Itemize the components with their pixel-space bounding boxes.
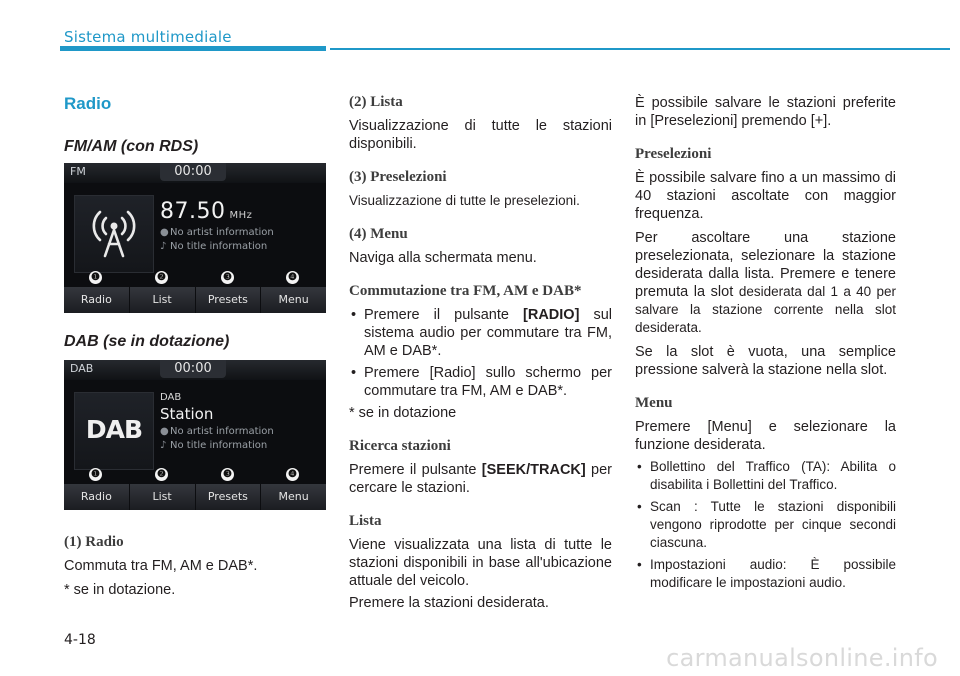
list-heading: Lista	[349, 513, 382, 529]
radio-button[interactable]: Radio	[64, 484, 129, 510]
radio-button[interactable]: Radio	[64, 287, 129, 313]
intro-text: È possibile salvare le stazioni preferite in [Preselezioni] premendo [+].	[635, 95, 896, 129]
lista-heading: (2) Lista	[349, 94, 403, 110]
callout-1: ❶	[89, 271, 102, 284]
title-line	[160, 241, 320, 252]
menu-text: Naviga alla schermata menu.	[349, 250, 537, 266]
switch-bullet-2: • Premere [Radio] sullo schermo per commutare tra FM, AM e DAB*.	[349, 364, 612, 400]
switch-note: * se in dotazione	[349, 405, 457, 421]
switch-b1-pre: Premere il pulsante	[364, 307, 524, 323]
frequency-readout	[160, 199, 320, 224]
callout-4: ❹	[286, 271, 299, 284]
dab-logo-text: DAB	[85, 415, 143, 444]
page-number: 4-18	[64, 632, 96, 648]
radio-text: Commuta tra FM, AM e DAB*.	[64, 558, 258, 574]
screen-info	[160, 392, 320, 451]
screen-mode-label: DAB	[70, 362, 94, 375]
menu-heading: (4) Menu	[349, 226, 408, 242]
switch-heading: Commutazione tra FM, AM e DAB*	[349, 283, 582, 299]
screen-button-bar	[64, 287, 326, 313]
artist-line	[160, 227, 320, 238]
callout-3: ❸	[221, 468, 234, 481]
title-text: No title information	[170, 241, 268, 252]
section-title: Radio	[64, 94, 112, 113]
fm-screen-image	[64, 163, 326, 313]
preselezioni-text-3: Se la slot è vuota, una semplice pressione salverà la stazione nella slot.	[635, 344, 896, 378]
list-button[interactable]: List	[129, 287, 195, 313]
column-1	[64, 90, 326, 156]
presets-button[interactable]: Presets	[195, 484, 261, 510]
preselezioni-text-2a: Per ascoltare una stazione preselezionata, selezionare la stazione desiderata dalla lista. Premere e tenere premuta la slot	[635, 230, 896, 300]
preselezioni-text-2	[635, 229, 896, 337]
menu-button[interactable]: Menu	[260, 484, 326, 510]
list-text-1: Viene visualizzata una lista di tutte le stazioni disponibili in base all'ubicazione attuale del veicolo.	[349, 537, 612, 589]
screen-info	[160, 199, 320, 252]
column-3	[635, 94, 896, 592]
radio-section	[64, 534, 326, 599]
search-pre: Premere il pulsante	[349, 462, 482, 478]
artist-text: No artist information	[170, 227, 274, 238]
list-text-2: Premere la stazioni desiderata.	[349, 595, 549, 611]
title-text: No title information	[170, 440, 268, 451]
menu-bullet-3: • Impostazioni audio: È possibile modificare le impostazioni audio.	[635, 556, 896, 592]
preselezioni-heading: (3) Preselezioni	[349, 169, 447, 185]
screen-mode-label: FM	[70, 165, 86, 178]
search-post: per cercare le stazioni.	[349, 462, 612, 496]
header-rule-thick	[60, 46, 326, 51]
dab-subtitle: DAB (se in dotazione)	[64, 333, 230, 350]
menu-text: Premere [Menu] e selezionare la funzione desiderata.	[635, 419, 896, 453]
switch-bullet-1	[349, 306, 612, 360]
switch-b1-post: sul sistema audio per commutare tra FM, AM e DAB*.	[364, 307, 612, 359]
switch-list	[349, 306, 612, 400]
callout-2: ❷	[155, 271, 168, 284]
preselezioni-text-1: È possibile salvare fino a un massimo di 40 stazioni ascoltate con maggior frequenza.	[635, 170, 896, 222]
radio-note: * se in dotazione.	[64, 582, 176, 598]
radio-heading: (1) Radio	[64, 534, 124, 550]
watermark: carmanualsonline.info	[666, 644, 938, 672]
antenna-icon	[74, 195, 154, 273]
menu-heading: Menu	[635, 395, 673, 411]
station-name: Station	[160, 405, 214, 423]
list-button[interactable]: List	[129, 484, 195, 510]
screen-clock: 00:00	[160, 360, 226, 378]
radio-key: [RADIO]	[523, 307, 580, 323]
callout-1: ❶	[89, 468, 102, 481]
callout-3: ❸	[221, 271, 234, 284]
dab-label: DAB	[160, 392, 182, 403]
artist-text: No artist information	[170, 426, 274, 437]
menu-bullet-1: • Bollettino del Traffico (TA): Abilita o disabilita i Bollettini del Traffico.	[635, 458, 896, 494]
column-2	[349, 94, 612, 612]
frequency-unit: MHz	[229, 210, 253, 221]
preselezioni-text: Visualizzazione di tutte le preselezioni.	[349, 193, 580, 208]
screen-button-bar	[64, 484, 326, 510]
title-line	[160, 440, 320, 451]
header-rule-thin	[330, 48, 950, 50]
fm-subtitle: FM/AM (con RDS)	[64, 138, 199, 155]
menu-bullet-2: • Scan : Tutte le stazioni disponibili vengono riprodotte per cinque secondi ciascuna.	[635, 498, 896, 552]
preselezioni-text-2b: desiderata dal 1 a 40 per salvare la stazione corrente nella slot desiderata.	[635, 284, 896, 335]
artist-line	[160, 426, 320, 437]
search-heading: Ricerca stazioni	[349, 438, 451, 454]
callout-4: ❹	[286, 468, 299, 481]
dab-screen-image	[64, 360, 326, 510]
callout-2: ❷	[155, 468, 168, 481]
lista-text: Visualizzazione di tutte le stazioni disponibili.	[349, 118, 612, 152]
menu-button[interactable]: Menu	[260, 287, 326, 313]
callout-markers	[64, 271, 326, 285]
header-title: Sistema multimediale	[64, 28, 232, 46]
music-note-icon: ♪	[160, 241, 167, 252]
menu-list	[635, 458, 896, 592]
screen-clock: 00:00	[160, 163, 226, 181]
frequency-value: 87.50	[160, 199, 226, 224]
dab-logo	[74, 392, 154, 470]
presets-button[interactable]: Presets	[195, 287, 261, 313]
callout-markers	[64, 468, 326, 482]
person-icon: ●	[160, 227, 169, 238]
preselezioni-heading: Preselezioni	[635, 146, 712, 162]
seek-track-key: [SEEK/TRACK]	[481, 462, 586, 478]
search-text	[349, 461, 612, 497]
person-icon: ●	[160, 426, 169, 437]
music-note-icon: ♪	[160, 440, 167, 451]
